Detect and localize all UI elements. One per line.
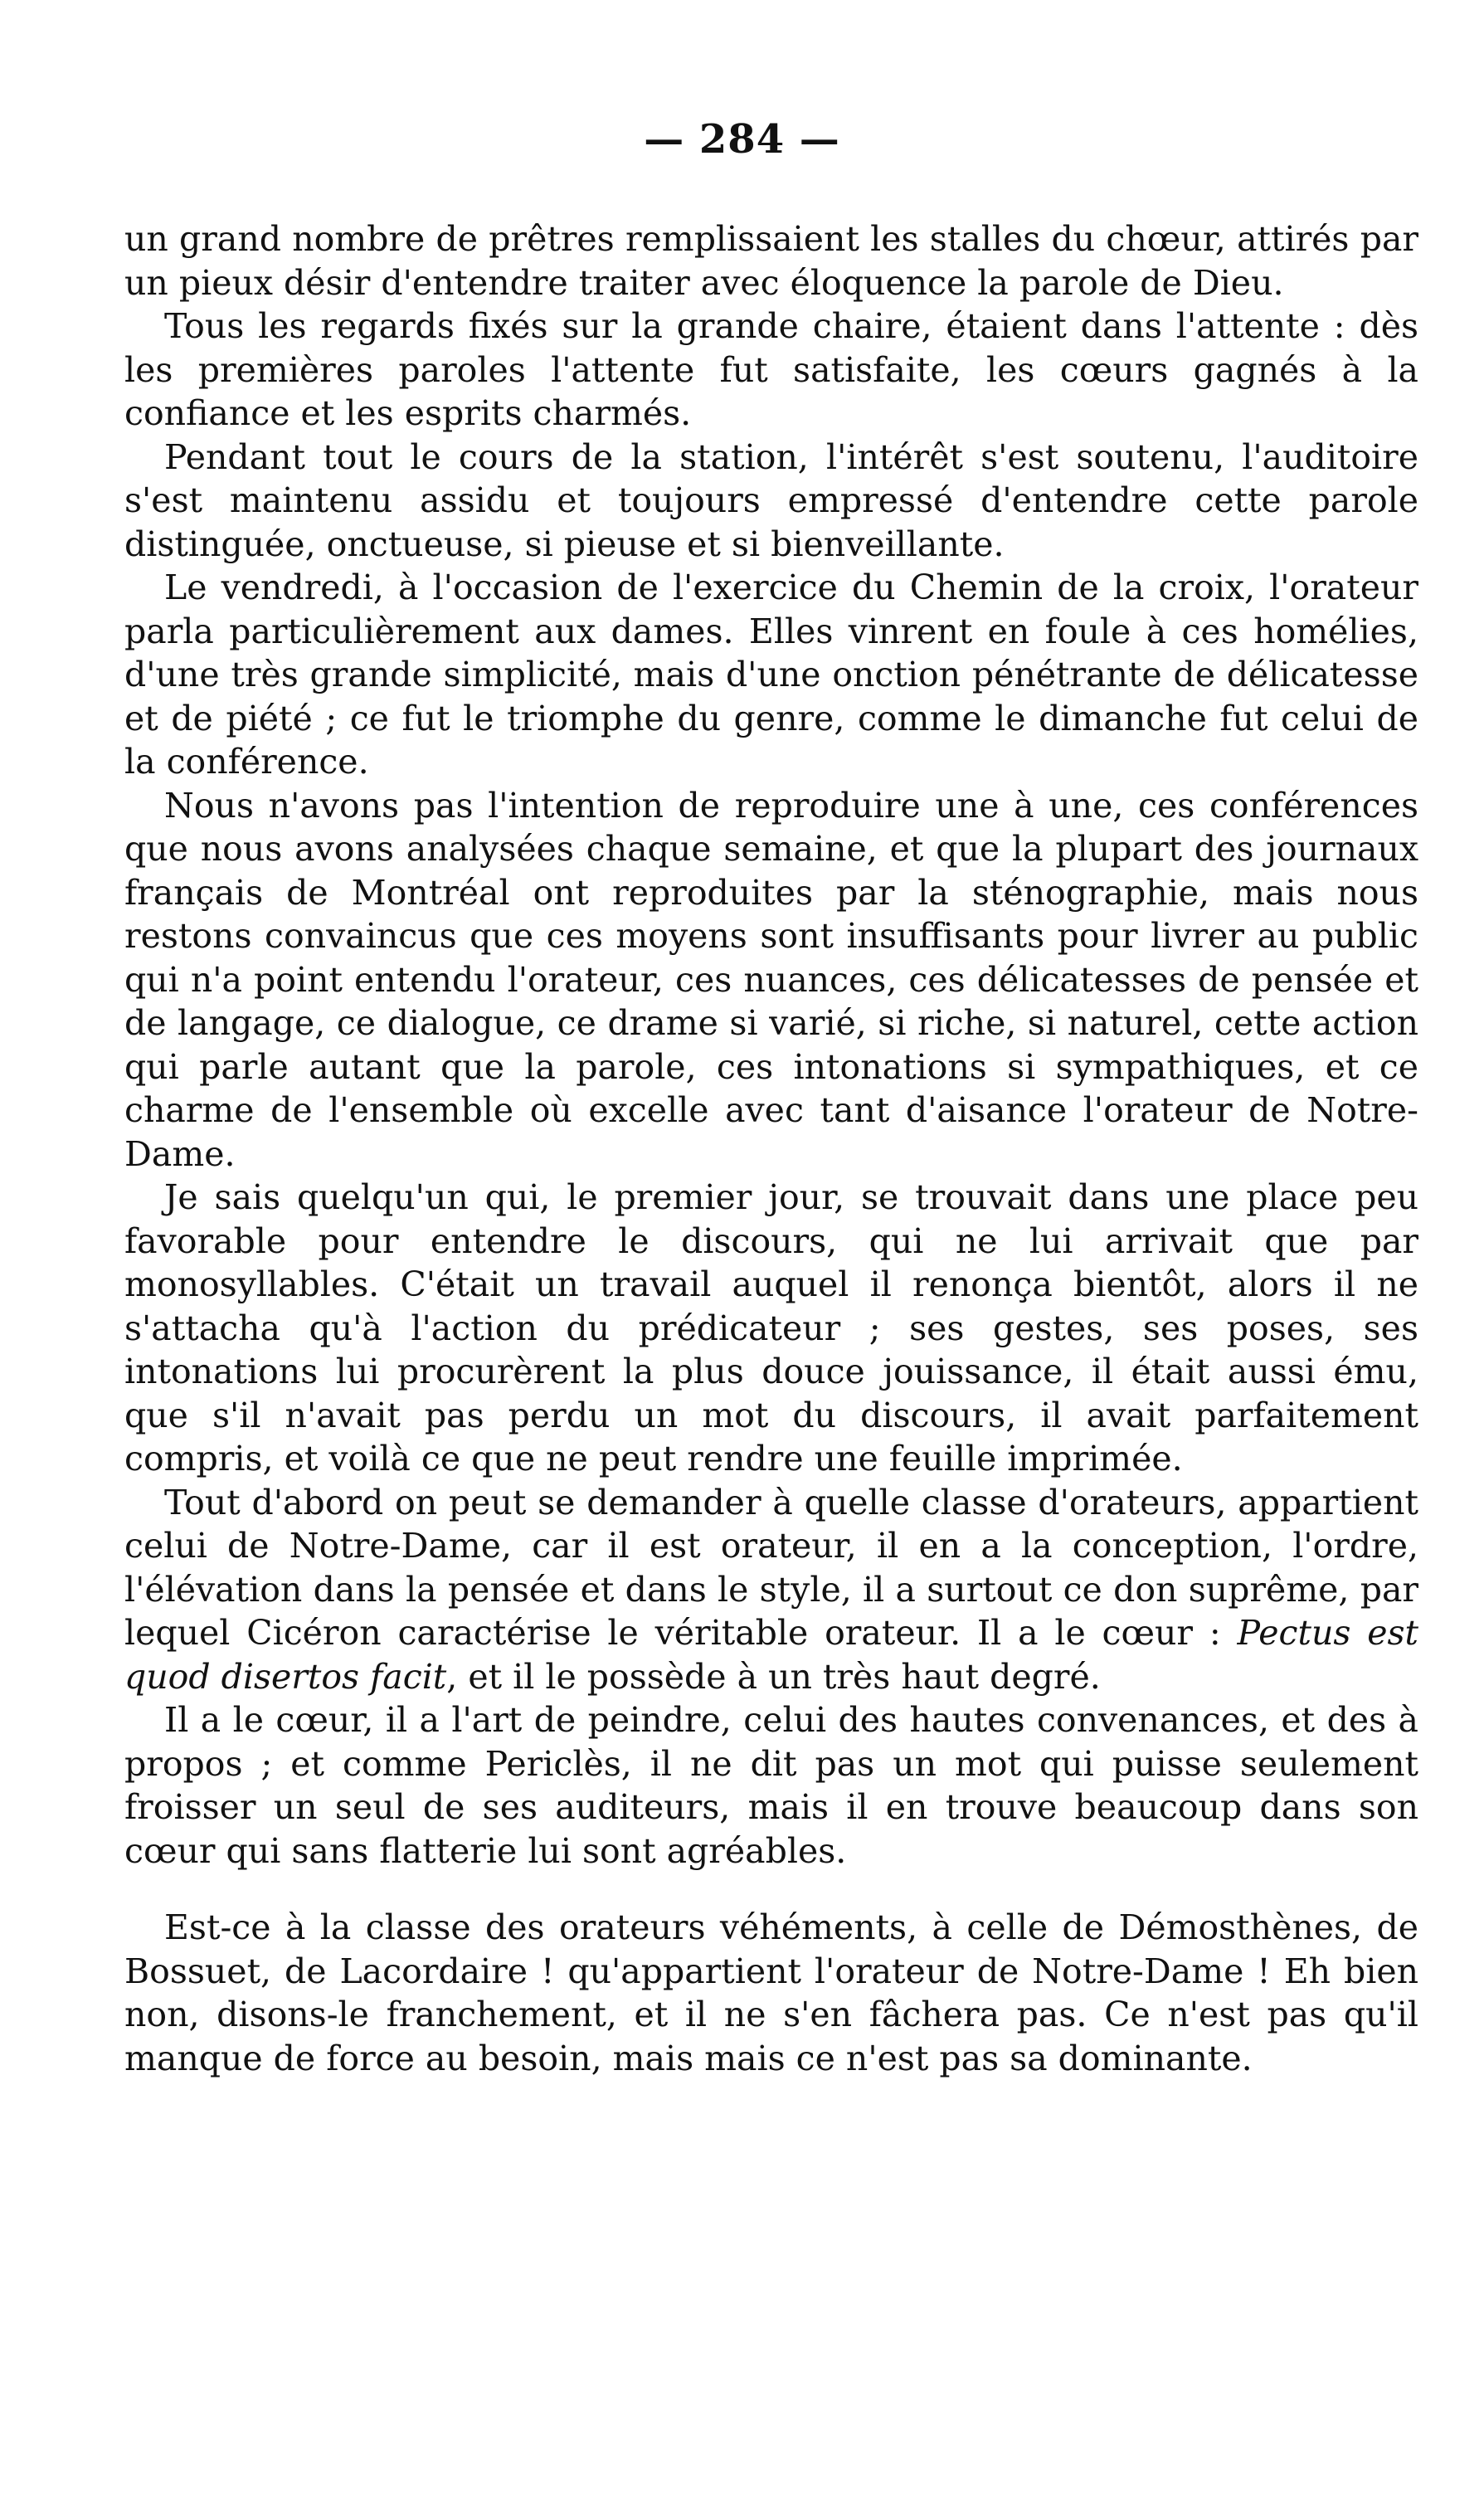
paragraph-6: Je sais quelqu'un qui, le premier jour, se trouvait dans une place peu favorable pour entendre le discours, qui ne lui arrivait que par monosyllables. C'était un travail auquel il renonça bientôt, alors il ne s'attacha qu'à l'action du prédicateur ; ses gestes, ses poses, ses intonations lui procurèrent la plus douce jouissance, il était aussi ému, que s'il n'avait pas perdu un mot du discours, il avait parfaitement compris, et voilà ce que ne peut rendre une feuille imprimée.: [124, 1177, 1418, 1478]
paragraph-8: Il a le cœur, il a l'art de peindre, celui des hautes convenances, et des à propos ; et comme Periclès, il ne dit pas un mot qui puisse seulement froisser un seul de ses auditeurs, mais il en trouve beaucoup dans son cœur qui sans flatterie lui sont agréables.: [124, 1700, 1418, 1871]
page-number: — 284 —: [644, 116, 840, 163]
paragraph-1: un grand nombre de prêtres remplissaient les stalles du chœur, attirés par un pieux désir d'entendre traiter avec éloquence la parole de Dieu.: [124, 219, 1418, 303]
paragraph-2: Tous les regards fixés sur la grande chaire, étaient dans l'attente : dès les premières paroles l'attente fut satisfaite, les cœurs gagnés à la confiance et les esprits charmés.: [124, 306, 1418, 433]
paragraph-3: Pendant tout le cours de la station, l'intérêt s'est soutenu, l'auditoire s'est maintenu assidu et toujours empressé d'entendre cette parole distinguée, onctueuse, si pieuse et si bienveillante.: [124, 436, 1418, 564]
paragraph-4: Le vendredi, à l'occasion de l'exercice du Chemin de la croix, l'orateur parla particulièrement aux dames. Elles vinrent en foule à ces homélies, d'une très grande simplicité, mais d'une onction pénétrante de délicatesse et de piété ; ce fut le triomphe du genre, comme le dimanche fut celui de la conférence.: [124, 568, 1418, 782]
paragraph-7-text-before: Tout d'abord on peut se demander à quelle classe d'orateurs, appartient celui de Notre-Dame, car il est orateur, il en a la conception, l'ordre, l'élévation dans la pensée et dans le style, il a surtout ce don suprême, par lequel Cicéron caractérise le véritable orateur. Il a le cœur :: [124, 1482, 1418, 1653]
paragraph-5: Nous n'avons pas l'intention de reproduire une à une, ces conférences que nous avons analysées chaque semaine, et que la plupart des journaux français de Montréal ont reproduites par la sténographie, mais nous restons convaincus que ces moyens sont insuffisants pour livrer au public qui n'a point entendu l'orateur, ces nuances, ces délicatesses de pensée et de langage, ce dialogue, ce drame si varié, si riche, si naturel, cette action qui parle autant que la parole, ces intonations si sympathiques, et ce charme de l'ensemble où excelle avec tant d'aisance l'orateur de Notre-Dame.: [124, 785, 1418, 1174]
paragraph-9: Est-ce à la classe des orateurs véhéments, à celle de Démosthènes, de Bossuet, de Lacordaire ! qu'appartient l'orateur de Notre-Dame ! Eh bien non, disons-le franchement, et il ne s'en fâchera pas. Ce n'est pas qu'il manque de force au besoin, mais mais ce n'est pas sa dominante.: [124, 1907, 1418, 2078]
latin-quotation: Pectus est quod disertos facit: [124, 1613, 1418, 1697]
paragraph-7-text-after: , et il le possède à un très haut degré.: [446, 1656, 1101, 1697]
paragraph-7: [124, 1481, 1418, 1699]
body-text: [124, 217, 1418, 2080]
